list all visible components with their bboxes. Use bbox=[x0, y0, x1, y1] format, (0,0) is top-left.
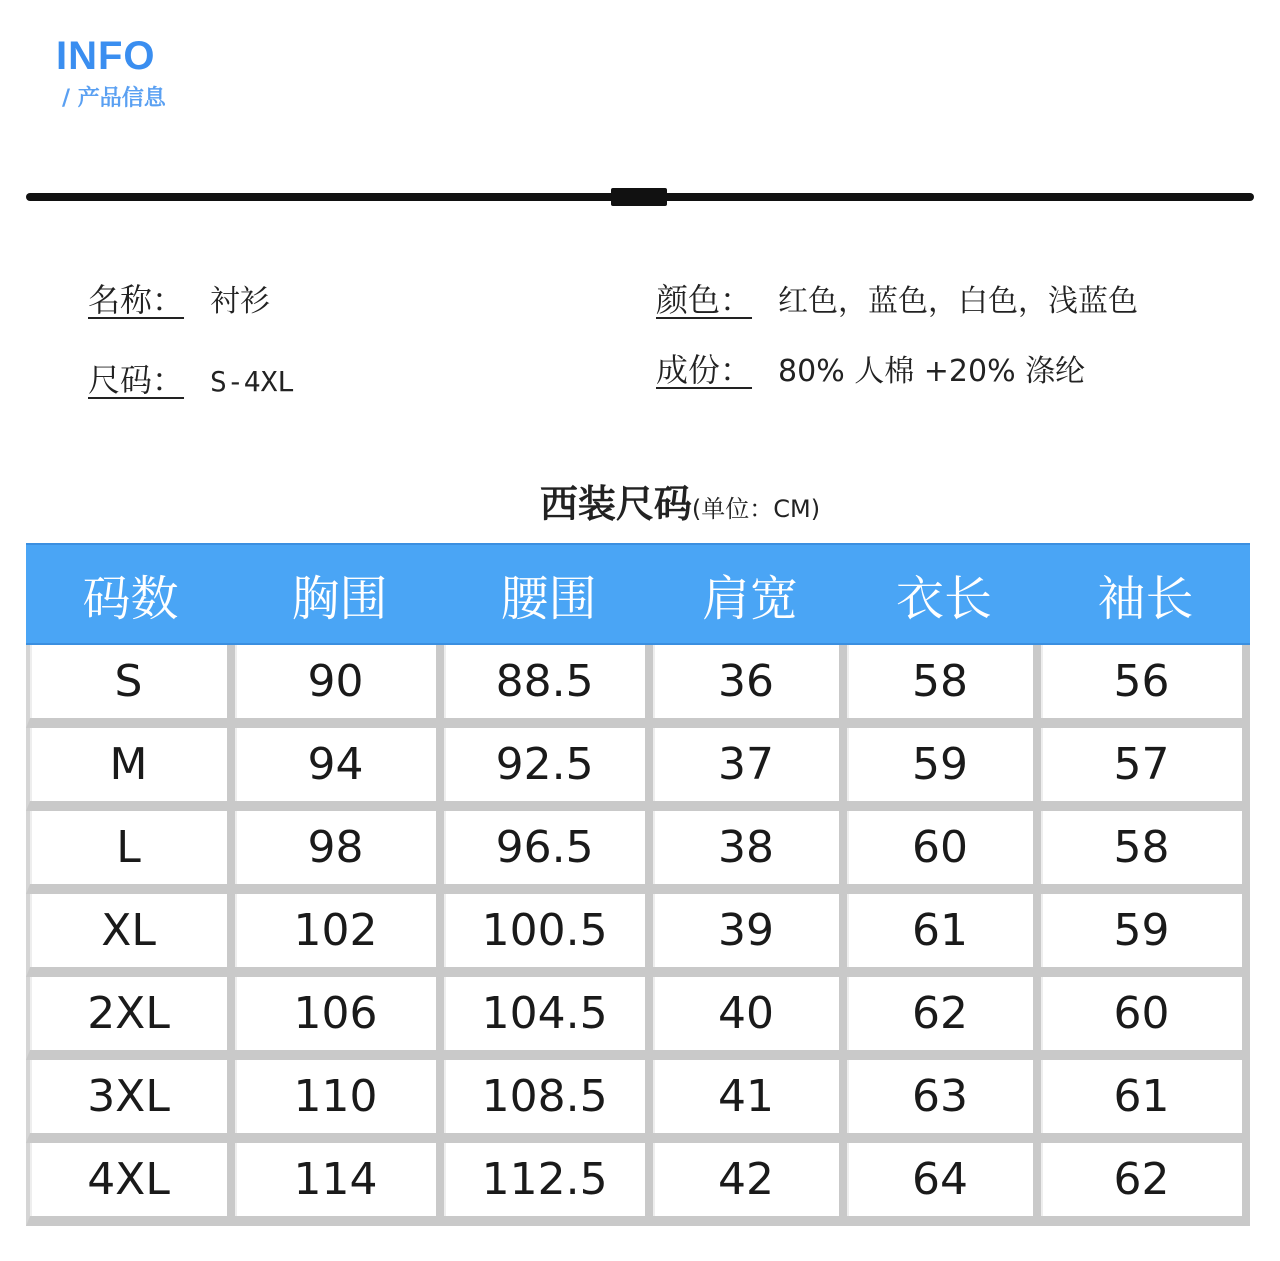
table-cell-chest: 90 bbox=[235, 645, 444, 728]
table-cell-waist: 112.5 bbox=[444, 1143, 653, 1226]
table-cell-size: 3XL bbox=[26, 1060, 235, 1143]
table-cell-size: 4XL bbox=[26, 1143, 235, 1226]
attribute-size-value: S-4XL bbox=[210, 365, 295, 398]
attribute-color-value: 红色，蓝色，白色，浅蓝色 bbox=[778, 284, 1139, 319]
table-cell-length: 60 bbox=[847, 811, 1041, 894]
table-cell-sleeve: 59 bbox=[1041, 894, 1250, 977]
column-header-length: 衣长 bbox=[847, 543, 1041, 645]
size-table-unit: (单位：CM) bbox=[691, 495, 821, 523]
table-cell-size: M bbox=[26, 728, 235, 811]
table-cell-chest: 98 bbox=[235, 811, 444, 894]
attribute-material-label: 成份： bbox=[656, 351, 753, 389]
attribute-color bbox=[656, 281, 1139, 319]
table-cell-length: 61 bbox=[847, 894, 1041, 977]
table-cell-chest: 110 bbox=[235, 1060, 444, 1143]
table-cell-shoulder: 36 bbox=[653, 645, 847, 728]
table-cell-sleeve: 61 bbox=[1041, 1060, 1250, 1143]
column-header-sleeve: 袖长 bbox=[1041, 543, 1250, 645]
column-header-shoulder: 肩宽 bbox=[653, 543, 847, 645]
table-cell-length: 62 bbox=[847, 977, 1041, 1060]
table-cell-shoulder: 40 bbox=[653, 977, 847, 1060]
table-cell-sleeve: 62 bbox=[1041, 1143, 1250, 1226]
table-cell-waist: 100.5 bbox=[444, 894, 653, 977]
table-cell-sleeve: 57 bbox=[1041, 728, 1250, 811]
attribute-material-value: 80% 人棉 +20% 涤纶 bbox=[778, 354, 1086, 389]
table-cell-shoulder: 38 bbox=[653, 811, 847, 894]
table-row bbox=[26, 811, 1250, 894]
table-cell-shoulder: 39 bbox=[653, 894, 847, 977]
table-cell-waist: 88.5 bbox=[444, 645, 653, 728]
table-cell-length: 64 bbox=[847, 1143, 1041, 1226]
table-cell-chest: 114 bbox=[235, 1143, 444, 1226]
table-row bbox=[26, 1143, 1250, 1226]
attribute-size-label: 尺码： bbox=[88, 361, 185, 399]
section-divider-knob bbox=[611, 188, 667, 206]
table-row bbox=[26, 977, 1250, 1060]
table-cell-waist: 104.5 bbox=[444, 977, 653, 1060]
attribute-size bbox=[88, 361, 295, 399]
table-row bbox=[26, 728, 1250, 811]
column-header-waist: 腰围 bbox=[444, 543, 653, 645]
info-title: INFO bbox=[56, 34, 156, 78]
column-header-chest: 胸围 bbox=[235, 543, 444, 645]
table-cell-chest: 106 bbox=[235, 977, 444, 1060]
table-cell-chest: 102 bbox=[235, 894, 444, 977]
table-cell-waist: 96.5 bbox=[444, 811, 653, 894]
table-cell-length: 58 bbox=[847, 645, 1041, 728]
table-cell-length: 59 bbox=[847, 728, 1041, 811]
attribute-name-label: 名称： bbox=[88, 281, 185, 319]
size-table bbox=[26, 543, 1250, 1226]
table-cell-shoulder: 37 bbox=[653, 728, 847, 811]
size-table-header-row bbox=[26, 543, 1250, 645]
attribute-color-label: 颜色： bbox=[656, 281, 753, 319]
table-cell-sleeve: 60 bbox=[1041, 977, 1250, 1060]
table-cell-chest: 94 bbox=[235, 728, 444, 811]
table-cell-size: S bbox=[26, 645, 235, 728]
attribute-material bbox=[656, 351, 1086, 389]
table-row bbox=[26, 645, 1250, 728]
table-row bbox=[26, 1060, 1250, 1143]
attribute-name bbox=[88, 281, 271, 319]
table-cell-length: 63 bbox=[847, 1060, 1041, 1143]
table-cell-shoulder: 42 bbox=[653, 1143, 847, 1226]
table-cell-waist: 108.5 bbox=[444, 1060, 653, 1143]
table-cell-size: XL bbox=[26, 894, 235, 977]
table-cell-sleeve: 56 bbox=[1041, 645, 1250, 728]
table-cell-waist: 92.5 bbox=[444, 728, 653, 811]
size-table-title-text: 西装尺码 bbox=[539, 482, 692, 526]
size-table-title bbox=[0, 482, 1280, 526]
attribute-name-value: 衬衫 bbox=[210, 284, 271, 319]
table-cell-size: 2XL bbox=[26, 977, 235, 1060]
table-cell-size: L bbox=[26, 811, 235, 894]
table-cell-shoulder: 41 bbox=[653, 1060, 847, 1143]
column-header-size: 码数 bbox=[26, 543, 235, 645]
table-cell-sleeve: 58 bbox=[1041, 811, 1250, 894]
info-subtitle: / 产品信息 bbox=[62, 86, 166, 111]
table-row bbox=[26, 894, 1250, 977]
